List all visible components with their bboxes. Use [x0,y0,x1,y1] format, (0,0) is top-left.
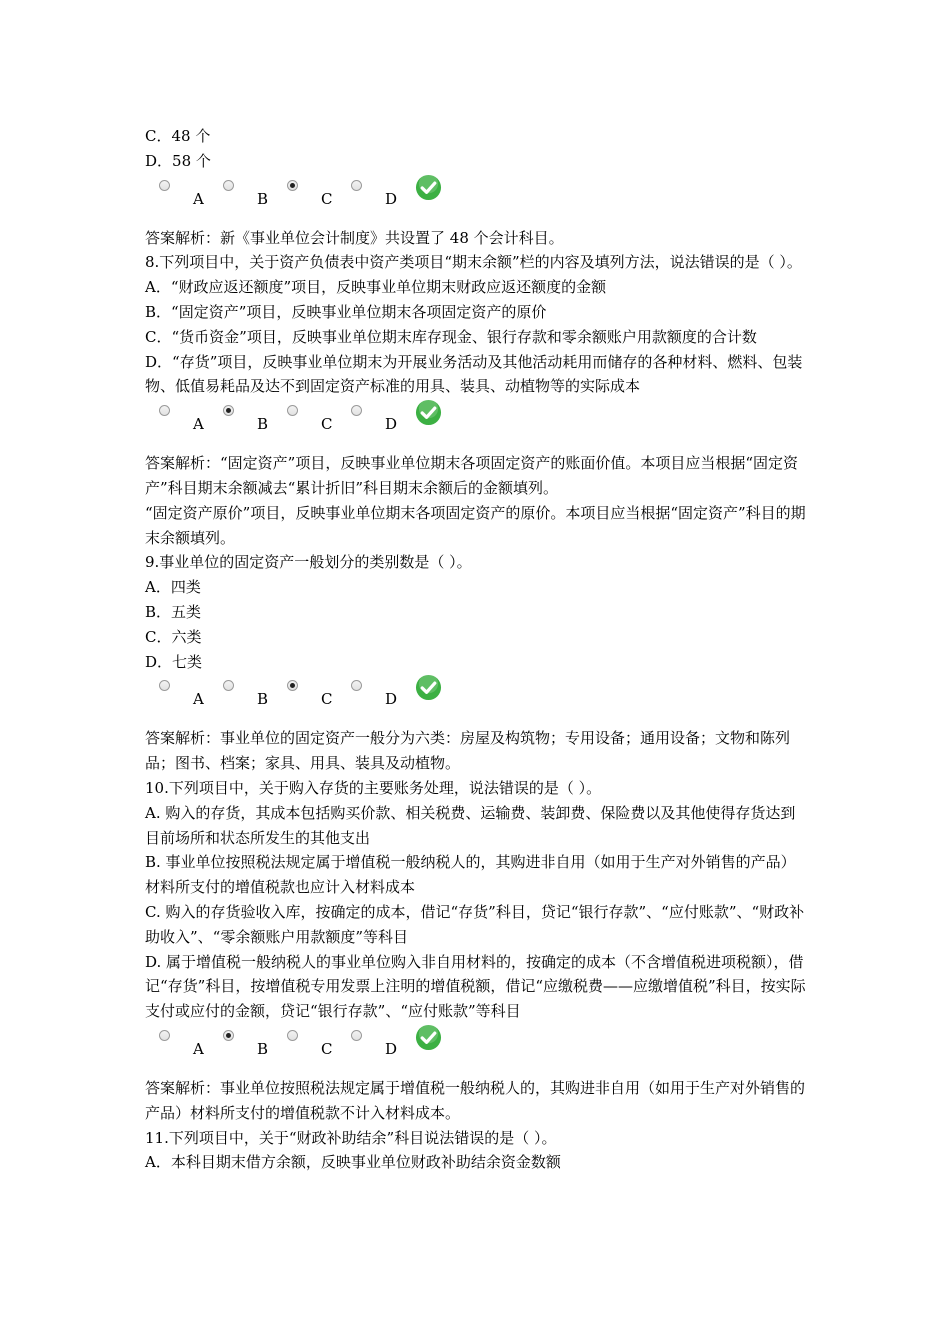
radio-option-a[interactable] [159,405,170,416]
text-line: B．五类 [145,602,202,621]
text-line: 9.事业单位的固定资产一般划分的类别数是（ ）。 [145,553,472,572]
text-line: 答案解析：新《事业单位会计制度》共设置了 48 个会计科目。 [145,228,564,247]
radio-option-a[interactable] [159,180,170,191]
text-line: “固定资产原价”项目，反映事业单位期末各项固定资产的原价。本项目应当根据“固定资产”科目的期末余额填列。 [145,503,806,547]
radio-option-d[interactable] [351,680,362,691]
radio-option-a[interactable] [159,1030,170,1041]
text-line: A．“财政应返还额度”项目，反映事业单位期末财政应返还额度的金额 [145,278,607,297]
text-line: 答案解析：“固定资产”项目，反映事业单位期末各项固定资产的账面价值。本项目应当根据“固定资产”科目期末余额减去“累计折旧”科目期末余额后的金额填列。 [145,454,799,497]
option-label-c: C [321,415,333,434]
answer-options [145,676,810,720]
option-label-b: B [257,189,269,208]
text-line: 8.下列项目中，关于资产负债表中资产类项目“期末余额”栏的内容及填列方法，说法错误的是（ ）。 [145,253,802,272]
text-line: D．七类 [145,652,203,671]
answer-options [145,1026,810,1070]
check-circle-icon [415,174,442,201]
radio-option-b[interactable] [223,680,234,691]
check-circle-icon [415,1024,442,1051]
text-line: B．“固定资产”项目，反映事业单位期末各项固定资产的原价 [145,302,547,321]
text-line: C. 购入的存货验收入库，按确定的成本，借记“存货”科目，贷记“银行存款”、“应付账款”、“财政补助收入”、“零余额账户用款额度”等科目 [145,902,805,946]
option-label-c: C [321,1039,333,1058]
option-label-d: D [385,690,398,709]
radio-option-d[interactable] [351,1030,362,1041]
option-label-a: A [193,189,204,208]
text-line: B. 事业单位按照税法规定属于增值税一般纳税人的，其购进非自用（如用于生产对外销售的产品）材料所支付的增值税款也应计入材料成本 [145,853,796,897]
option-label-c: C [321,690,333,709]
text-line: D. 属于增值税一般纳税人的事业单位购入非自用材料的，按确定的成本（不含增值税进项税额），借记“存货”科目，按增值税专用发票上注明的增值税额，借记“应缴税费——应缴增值税”科目，按实际支付或应付的金额，贷记“银行存款”、“应付账款”等科目 [145,952,806,1021]
radio-option-c[interactable] [287,405,298,416]
text-line: 10.下列项目中，关于购入存货的主要账务处理，说法错误的是（ ）。 [145,778,602,797]
option-label-a: A [193,1039,204,1058]
radio-option-b[interactable] [223,180,234,191]
text-line: C．“货币资金”项目，反映事业单位期末库存现金、银行存款和零余额账户用款额度的合计数 [145,327,757,346]
radio-option-d[interactable] [351,405,362,416]
text-line: A．本科目期末借方余额，反映事业单位财政补助结余资金数额 [145,1153,561,1172]
text-line: A．四类 [145,578,201,597]
option-label-d: D [385,1039,398,1058]
text-line: D．58 个 [145,151,211,170]
answer-options [145,401,810,445]
option-label-d: D [385,189,398,208]
radio-option-b[interactable] [223,1030,234,1041]
option-label-d: D [385,415,398,434]
document-body [145,124,810,1175]
option-label-a: A [193,690,204,709]
answer-options [145,176,810,220]
radio-option-c[interactable] [287,180,298,191]
radio-option-c[interactable] [287,680,298,691]
text-line: 答案解析：事业单位的固定资产一般分为六类：房屋及构筑物；专用设备；通用设备；文物和陈列品；图书、档案；家具、用具、装具及动植物。 [145,729,791,773]
option-label-b: B [257,690,269,709]
radio-option-c[interactable] [287,1030,298,1041]
text-line: 11.下列项目中，关于“财政补助结余”科目说法错误的是（ ）。 [145,1128,557,1147]
check-circle-icon [415,399,442,426]
radio-option-d[interactable] [351,180,362,191]
text-line: A. 购入的存货，其成本包括购买价款、相关税费、运输费、装卸费、保险费以及其他使得存货达到目前场所和状态所发生的其他支出 [145,803,796,847]
text-line: C．六类 [145,627,202,646]
text-line: 答案解析：事业单位按照税法规定属于增值税一般纳税人的，其购进非自用（如用于生产对外销售的产品）材料所支付的增值税款不计入材料成本。 [145,1078,806,1122]
text-line: C．48 个 [145,127,211,145]
text-line: D．“存货”项目，反映事业单位期末为开展业务活动及其他活动耗用而储存的各种材料、燃料、包装物、低值易耗品及达不到固定资产标准的用具、装具、动植物等的实际成本 [145,352,803,396]
option-label-c: C [321,189,333,208]
option-label-a: A [193,415,204,434]
option-label-b: B [257,415,269,434]
option-label-b: B [257,1039,269,1058]
radio-option-b[interactable] [223,405,234,416]
radio-option-a[interactable] [159,680,170,691]
check-circle-icon [415,674,442,701]
